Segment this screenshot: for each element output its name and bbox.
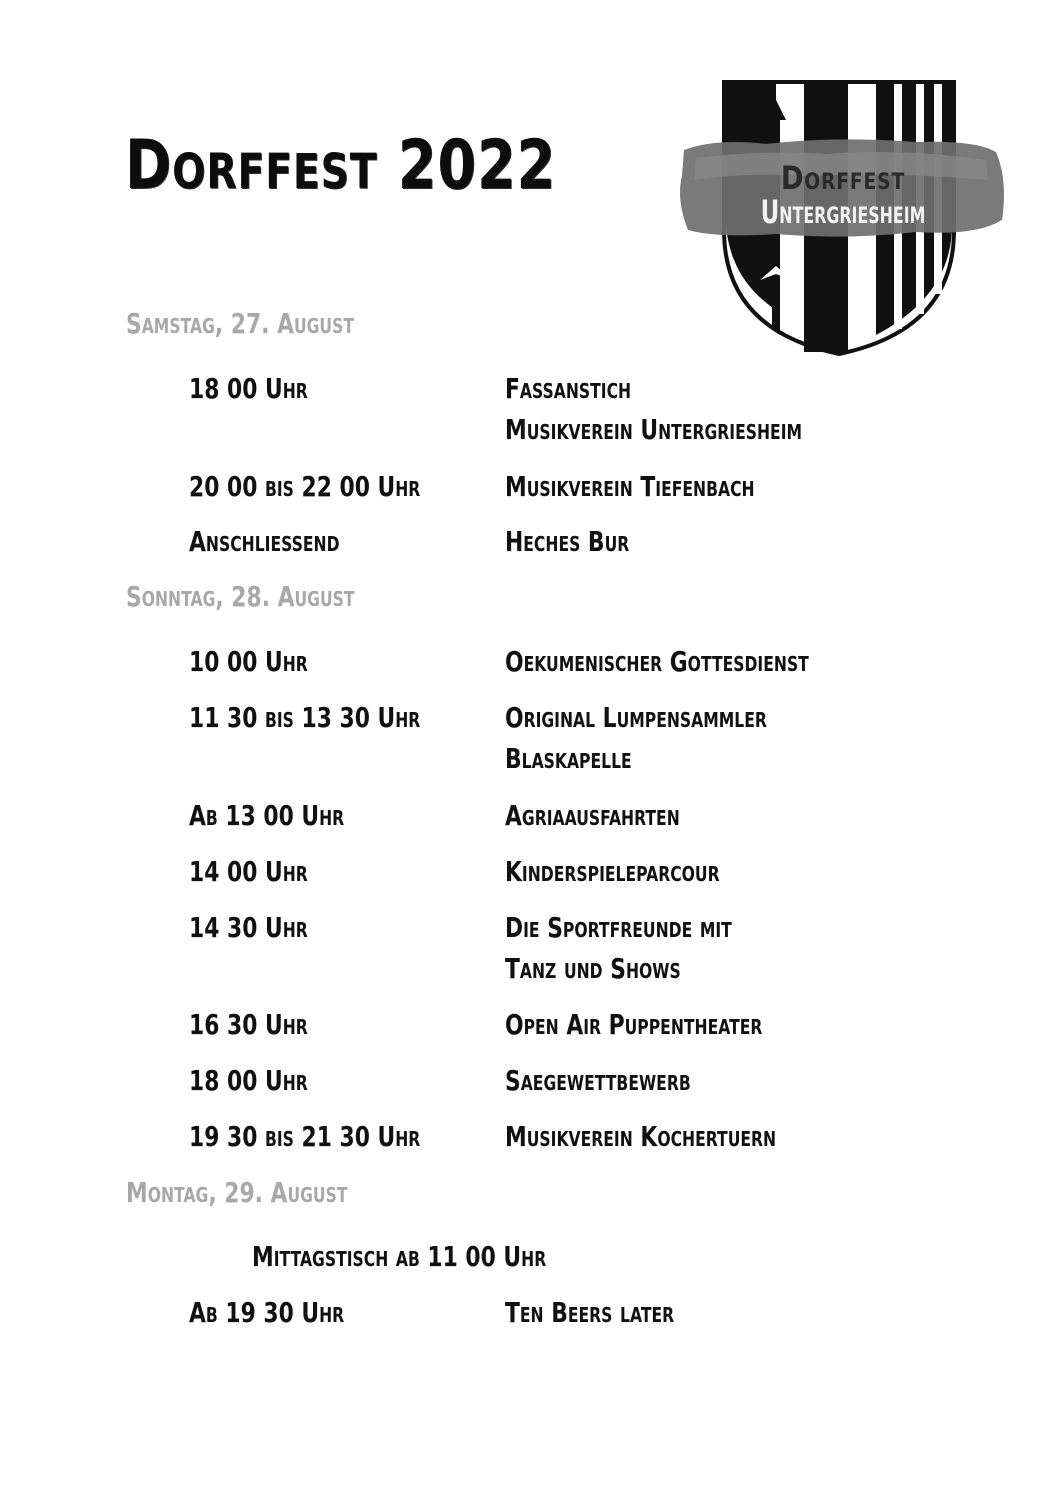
- day-heading-sonntag: Sonntag, 28. August: [126, 580, 355, 613]
- event-time: Ab 19 30 Uhr: [189, 1296, 345, 1329]
- logo-line-dorffest: Dorffest: [780, 159, 906, 197]
- event-act: Ten Beers later: [505, 1296, 675, 1329]
- event-act: Oekumenischer Gottesdienst: [505, 645, 809, 678]
- event-time: 16 30 Uhr: [189, 1008, 308, 1041]
- event-time: 20 00 bis 22 00 Uhr: [189, 470, 421, 503]
- event-act-line: Fassanstich: [505, 372, 632, 405]
- event-act: Heches Bur: [505, 525, 630, 558]
- logo-line-untergriesheim: Untergriesheim: [760, 193, 926, 231]
- event-act-line: Blaskapelle: [505, 742, 632, 775]
- event-act: Musikverein Tiefenbach: [505, 470, 755, 503]
- event-act: Saegewettbewerb: [505, 1064, 691, 1097]
- event-act-line: Die Sportfreunde mit: [505, 911, 732, 944]
- event-time: 14 00 Uhr: [189, 855, 308, 888]
- page-title: Dorffest 2022: [125, 126, 557, 205]
- dorffest-logo: [676, 80, 1010, 358]
- event-act: Agriaausfahrten: [505, 799, 680, 832]
- event-time: 18 00 Uhr: [189, 1064, 308, 1097]
- montag-note: Mittagstisch ab 11 00 Uhr: [252, 1240, 547, 1273]
- event-time: 14 30 Uhr: [189, 911, 308, 944]
- event-time: Ab 13 00 Uhr: [189, 799, 345, 832]
- event-act-line: Tanz und Shows: [505, 952, 681, 985]
- event-act: Open Air Puppentheater: [505, 1008, 763, 1041]
- event-time: Anschliessend: [189, 525, 340, 558]
- event-act-line: Original Lumpensammler: [505, 701, 767, 734]
- event-time: 19 30 bis 21 30 Uhr: [189, 1120, 421, 1153]
- day-heading-montag: Montag, 29. August: [126, 1176, 348, 1209]
- event-act: [505, 911, 732, 985]
- event-time: 10 00 Uhr: [189, 645, 308, 678]
- event-act-line: Musikverein Untergriesheim: [505, 413, 803, 446]
- event-act: [505, 701, 767, 775]
- event-time: 11 30 bis 13 30 Uhr: [189, 701, 421, 734]
- event-act: Musikverein Kochertuern: [505, 1120, 777, 1153]
- day-heading-samstag: Samstag, 27. August: [126, 307, 354, 340]
- event-time: 18 00 Uhr: [189, 372, 308, 405]
- event-act: Kinderspieleparcour: [505, 855, 720, 888]
- event-act: [505, 372, 803, 446]
